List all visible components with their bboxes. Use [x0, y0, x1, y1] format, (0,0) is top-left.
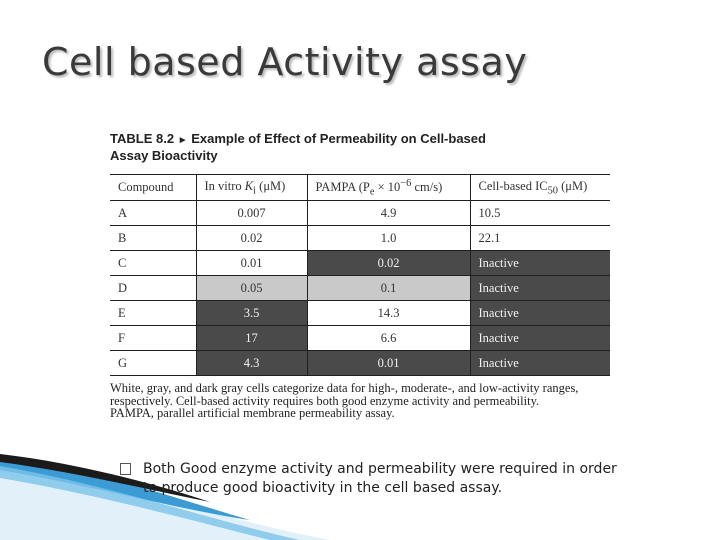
cell-compound: F: [110, 326, 196, 351]
table-row: [110, 301, 610, 326]
cell-ic50: Inactive: [470, 251, 610, 276]
cell-ki: 3.5: [196, 301, 307, 326]
table-caption: [110, 131, 610, 163]
cell-pampa: 14.3: [307, 301, 470, 326]
cell-ic50: Inactive: [470, 276, 610, 301]
header-pampa-mid: × 10: [374, 179, 401, 194]
header-ic50: [470, 175, 610, 201]
header-ic50-prefix: Cell-based IC: [478, 178, 548, 193]
permeability-table: [110, 174, 610, 376]
header-pampa-prefix: PAMPA (P: [315, 179, 370, 194]
cell-pampa: 0.01: [307, 351, 470, 376]
cell-compound: E: [110, 301, 196, 326]
cell-compound: G: [110, 351, 196, 376]
caption-arrow-icon: ►: [177, 135, 188, 146]
cell-pampa: 0.02: [307, 251, 470, 276]
header-ic50-unit: (μM): [558, 178, 588, 193]
header-pampa-sub: e: [369, 186, 375, 198]
header-pampa: [307, 175, 470, 201]
header-ki-symbol: K: [244, 178, 254, 193]
header-ic50-sub: 50: [547, 185, 558, 197]
footnote-pampa: PAMPA, parallel artificial membrane permeability assay.: [110, 406, 395, 420]
table-row: [110, 351, 610, 376]
cell-compound: B: [110, 226, 196, 251]
cell-ki: 0.007: [196, 201, 307, 226]
table-row: [110, 226, 610, 251]
cell-ki: 0.05: [196, 276, 307, 301]
cell-pampa: 0.1: [307, 276, 470, 301]
header-ki: [196, 175, 307, 201]
footnote-legend: White, gray, and dark gray cells categorize data for high-, moderate-, and low-activity ranges, respectively. Cell-based activity requires both good enzyme activity and permeability.: [110, 381, 579, 408]
header-pampa-unit: cm/s): [411, 179, 443, 194]
header-ki-sub: i: [253, 185, 257, 197]
cell-ic50: 22.1: [470, 226, 610, 251]
table-title-line1: Example of Effect of Permeability on Cell-based: [191, 131, 486, 146]
bullet-text: Both Good enzyme activity and permeability were required in order to produce good bioactivity in the cell based assay.: [143, 461, 617, 496]
cell-ki: 4.3: [196, 351, 307, 376]
table-row: [110, 251, 610, 276]
cell-ic50: Inactive: [470, 351, 610, 376]
cell-compound: C: [110, 251, 196, 276]
cell-ic50: Inactive: [470, 301, 610, 326]
header-pampa-sup: −6: [400, 177, 412, 189]
cell-ic50: 10.5: [470, 201, 610, 226]
cell-ki: 0.02: [196, 226, 307, 251]
cell-ic50: Inactive: [470, 326, 610, 351]
cell-ki: 0.01: [196, 251, 307, 276]
cell-compound: A: [110, 201, 196, 226]
table-title-line2: Assay Bioactivity: [110, 148, 218, 163]
square-bullet-icon: [120, 463, 131, 475]
table-number: TABLE 8.2: [110, 131, 175, 146]
slide-title: Cell based Activity assay: [42, 40, 528, 84]
header-compound: Compound: [110, 175, 196, 201]
cell-compound: D: [110, 276, 196, 301]
cell-pampa: 6.6: [307, 326, 470, 351]
table-row: [110, 201, 610, 226]
table-footnotes: [110, 382, 620, 420]
header-ki-prefix: In vitro: [204, 178, 245, 193]
cell-pampa: 1.0: [307, 226, 470, 251]
table-row: [110, 276, 610, 301]
cell-pampa: 4.9: [307, 201, 470, 226]
table-header-row: [110, 175, 610, 201]
cell-ki: 17: [196, 326, 307, 351]
table-row: [110, 326, 610, 351]
header-ki-unit: (μM): [256, 178, 286, 193]
